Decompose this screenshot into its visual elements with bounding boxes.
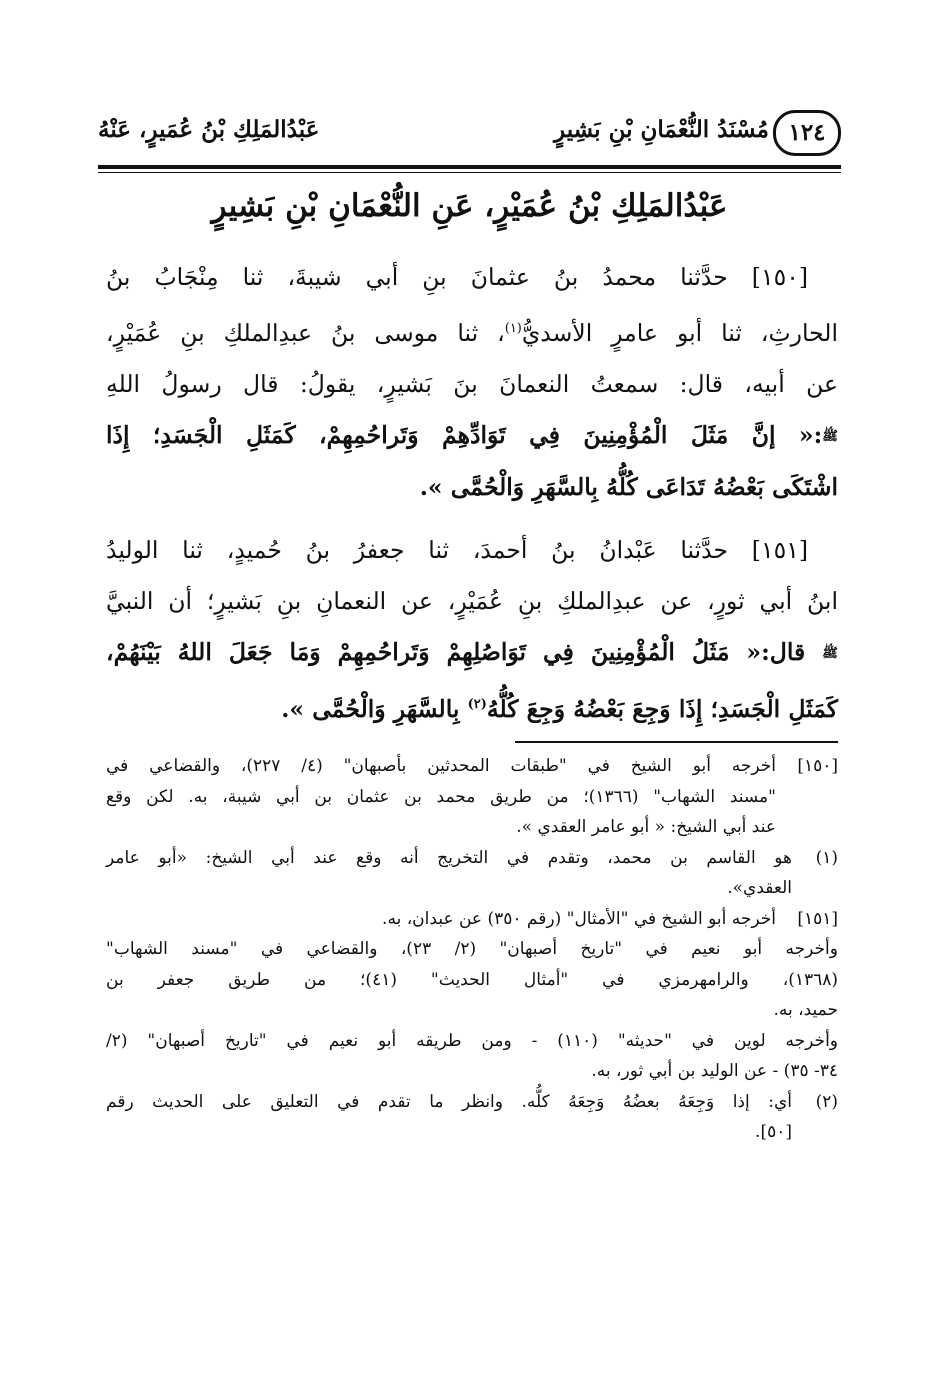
footnote-151 bbox=[106, 904, 838, 935]
footnote-line: حميد، به. bbox=[773, 1000, 838, 1020]
hadith-matn: بِالسَّهَرِ وَالْحُمَّى ». bbox=[281, 695, 468, 723]
hadith-line bbox=[106, 410, 838, 462]
footnote-line: العقدي». bbox=[727, 878, 792, 898]
footnote-separator bbox=[515, 741, 838, 743]
main-text bbox=[106, 252, 838, 747]
footnote-line: أخرجه أبو الشيخ في "طبقات المحدثين بأصبهان" (٤/ ٢٢٧)، والقضاعي في bbox=[106, 756, 777, 776]
hadith-line bbox=[106, 679, 838, 735]
hadith-line bbox=[106, 627, 838, 679]
hadith-line: اشْتَكَى بَعْضُهُ تَدَاعَى كُلُّهُ بِالسَّهَرِ وَالْحُمَّى ». bbox=[419, 473, 838, 501]
hadith-line: عن أبيه، قال: سمعتُ النعمانَ بنَ بَشيرٍ، يقولُ: قال رسولُ اللهِ bbox=[106, 370, 838, 398]
footnote-151-continued bbox=[106, 934, 838, 1087]
hadith-matn: قال:« مَثَلُ الْمُؤْمِنِينَ فِي تَوَاصُلِهِمْ وَتَراحُمِهِمْ وَمَا جَعَلَ اللهُ بَيْنَهُمْ، bbox=[106, 638, 823, 666]
footnote-number: (٢) bbox=[815, 1091, 838, 1112]
footnote-line: أخرجه أبو الشيخ في "الأمثال" (رقم ٣٥٠) عن عبدان، به. bbox=[382, 908, 776, 929]
hadith-line: [١٥١] حدَّثنا عَبْدانُ بنُ أحمدَ، ثنا جعفرُ بنُ حُميدٍ، ثنا الوليدُ bbox=[106, 536, 808, 564]
footnote-line: (١٣٦٨)، والرامهرمزي في "أمثال الحديث" (٤١)؛ من طريق جعفر بن bbox=[106, 969, 838, 990]
hadith-text: ، ثنا موسى بنُ عبدِالملكِ بنِ عُمَيْرٍ، bbox=[106, 319, 505, 347]
header-rule-thick bbox=[98, 165, 841, 169]
salawat-glyph: ﷺ bbox=[822, 646, 838, 661]
footnote-text bbox=[106, 751, 776, 843]
footnote-ref-2[interactable]: (٢) bbox=[467, 697, 487, 712]
footnote-ref-1[interactable]: (١) bbox=[504, 321, 522, 336]
footnote-line: أي: إذا وَجِعَهُ بعضُهُ وَجِعَهُ كلُّه. وانظر ما تقدم في التعليق على الحديث رقم bbox=[106, 1091, 792, 1112]
hadith-line: [١٥٠] حدَّثنا محمدُ بنُ عثمانَ بنِ أبي شيبةَ، ثنا مِنْجَابُ بنُ bbox=[106, 263, 808, 291]
footnote-number: (١) bbox=[815, 847, 838, 868]
running-header bbox=[98, 108, 841, 164]
footnote-150 bbox=[106, 751, 838, 843]
footnote-line: ٣٤- ٣٥) - عن الوليد بن أبي ثور، به. bbox=[591, 1061, 838, 1081]
hadith-150 bbox=[106, 252, 838, 513]
footnote-line: [٥٠]. bbox=[755, 1122, 792, 1142]
footnote-text bbox=[106, 904, 776, 935]
footnote-line: "مسند الشهاب" (١٣٦٦)؛ من طريق محمد بن عثمان بن أبي شيبة، به. لكن وقع bbox=[106, 786, 776, 807]
page-number: ١٢٤ bbox=[773, 110, 841, 156]
footnote-text bbox=[106, 1087, 792, 1148]
footnote-text bbox=[106, 843, 792, 904]
book-title: مُسْنَدُ النُّعْمَانِ بْنِ بَشِيرٍ bbox=[554, 116, 769, 143]
hadith-151 bbox=[106, 525, 838, 735]
salawat-glyph: ﷺ bbox=[822, 429, 838, 444]
footnote-number: [١٥١] bbox=[797, 908, 838, 929]
section-title: عَبْدُالمَلِكِ بْنُ عُمَيرٍ، عَنْهُ bbox=[98, 116, 320, 143]
footnote-line: وأخرجه أبو نعيم في "تاريخ أصبهان" (٢/ ٢٣)، والقضاعي في "مسند الشهاب" bbox=[106, 939, 838, 959]
hadith-matn: :« إنَّ مَثَلَ الْمُؤْمِنِينَ فِي تَوَادِّهِمْ وَتَراحُمِهِمْ، كَمَثَلِ الْجَسَدِ؛ إِذَا bbox=[106, 421, 823, 449]
footnotes bbox=[106, 751, 838, 1148]
footnote-line: عند أبي الشيخ: « أبو عامر العقدي ». bbox=[516, 817, 776, 837]
footnote-line: هو القاسم بن محمد، وتقدم في التخريج أنه وقع عند أبي الشيخ: «أبو عامر bbox=[106, 847, 792, 868]
footnote-line: وأخرجه لوين في "حديثه" (١١٠) - ومن طريقه أبو نعيم في "تاريخ أصبهان" (٢/ bbox=[106, 1030, 839, 1051]
footnote-number: [١٥٠] bbox=[797, 756, 838, 776]
chapter-title: عَبْدُالمَلِكِ بْنُ عُمَيْرٍ، عَنِ النُّعْمَانِ بْنِ بَشِيرٍ bbox=[211, 188, 728, 224]
footnote-2 bbox=[106, 1087, 838, 1148]
hadith-text: الحارثِ، ثنا أبو عامرٍ الأسديُّ bbox=[521, 319, 838, 347]
header-rule-thin bbox=[98, 172, 841, 173]
hadith-matn: كَمَثَلِ الْجَسَدِ؛ إِذَا وَجِعَ بَعْضُهُ وَجِعَ كُلُّهُ bbox=[486, 695, 838, 723]
footnote-1 bbox=[106, 843, 838, 904]
hadith-line: ابنُ أبي ثورٍ، عن عبدِالملكِ بنِ عُمَيْرٍ، عن النعمانِ بنِ بَشيرٍ؛ أن النبيَّ bbox=[106, 587, 838, 615]
hadith-line bbox=[106, 303, 838, 359]
